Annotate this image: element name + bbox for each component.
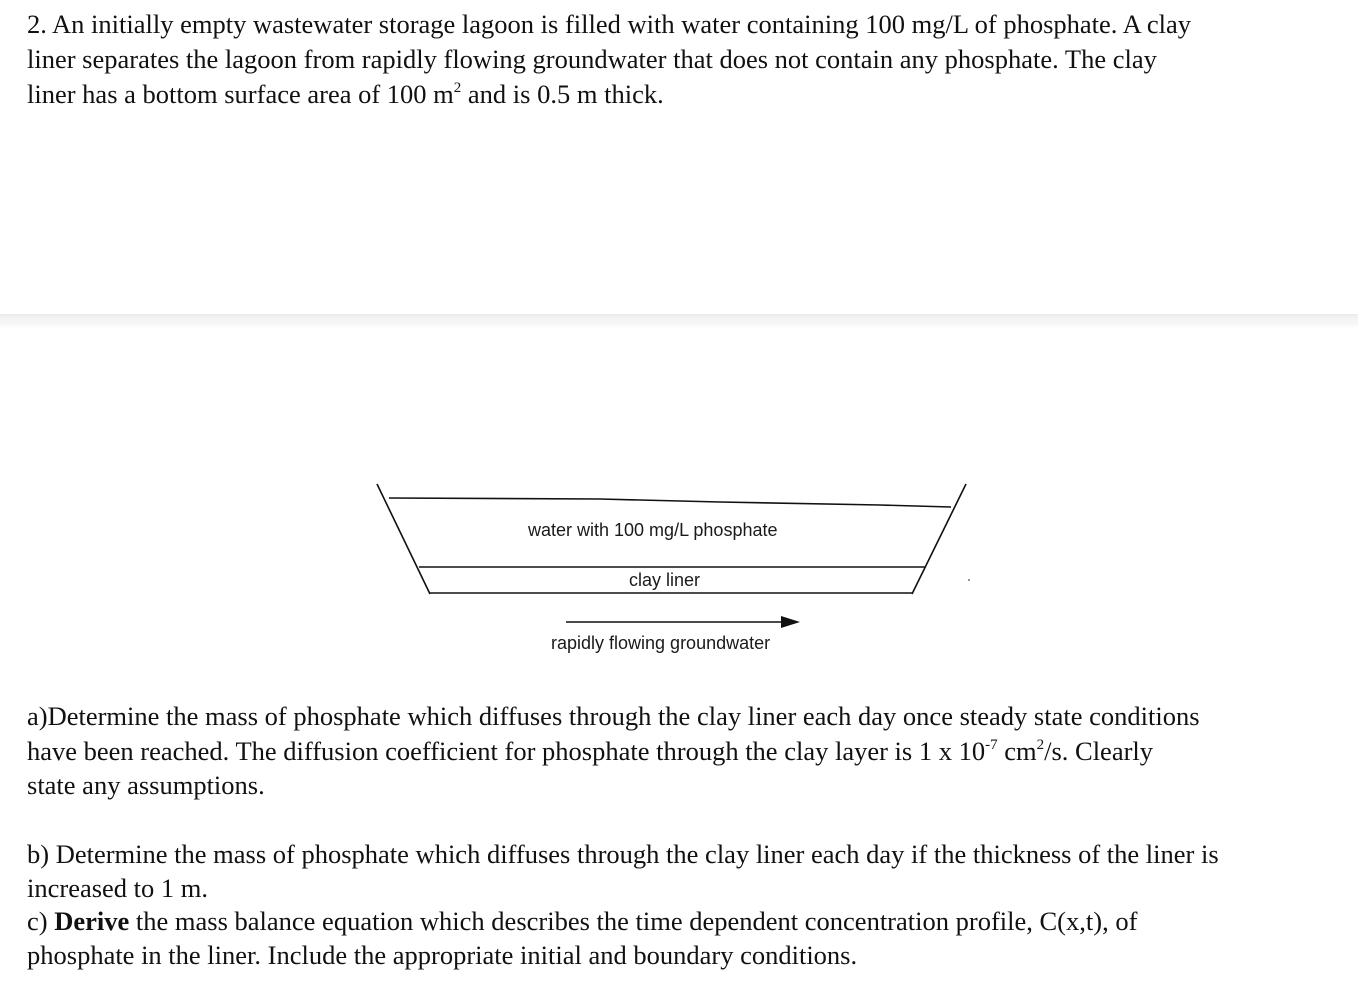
part-a-unit: cm [997, 735, 1037, 766]
part-c [27, 904, 1137, 972]
part-a [27, 699, 1200, 803]
water-label: water with 100 mg/L phosphate [528, 520, 778, 540]
part-a-line-3: state any assumptions. [27, 770, 265, 800]
part-b [27, 837, 1219, 905]
part-c-prefix: c) [27, 906, 55, 936]
clay-liner-label: clay liner [629, 570, 701, 590]
part-c-line-1-text: the mass balance equation which describes the time dependent concentration profile, C(x,t), of [129, 906, 1138, 936]
water-surface [389, 498, 951, 507]
intro-line-2: liner separates the lagoon from rapidly flowing groundwater that does not contain any phosphate. The clay [27, 44, 1157, 74]
area-exponent: 2 [453, 79, 462, 96]
lagoon-right-wall [912, 484, 966, 594]
groundwater-label: rapidly flowing groundwater [551, 633, 771, 653]
part-a-line-2 [27, 734, 1200, 769]
part-a-line-1: a)Determine the mass of phosphate which diffuses through the clay liner each day once steady state conditions [27, 701, 1200, 731]
part-a-line-2-text: have been reached. The diffusion coefficient for phosphate through the clay layer is 1 x 10 [27, 735, 986, 766]
part-a-line-2-tail: /s. Clearly [1044, 735, 1154, 766]
part-c-line-2: phosphate in the liner. Include the appropriate initial and boundary conditions. [27, 940, 858, 970]
part-b-line-2: increased to 1 m. [27, 873, 209, 903]
diffusion-exponent: -7 [985, 736, 998, 753]
stray-dot [968, 579, 970, 581]
flow-arrow-icon [781, 616, 800, 628]
intro-line-3-tail: and is 0.5 m thick. [461, 79, 664, 109]
part-c-line-1 [27, 904, 1137, 938]
part-b-line-1: b) Determine the mass of phosphate which diffuses through the clay liner each day if the thickness of the liner is [27, 839, 1219, 869]
intro-line-3-text: liner has a bottom surface area of 100 m [27, 79, 454, 109]
lagoon-left-wall [377, 484, 430, 594]
unit-exponent: 2 [1036, 736, 1045, 753]
part-c-derive: Derive [54, 906, 130, 936]
intro-line-1: 2. An initially empty wastewater storage lagoon is filled with water containing 100 mg/L of phosphate. A clay [27, 9, 1192, 39]
